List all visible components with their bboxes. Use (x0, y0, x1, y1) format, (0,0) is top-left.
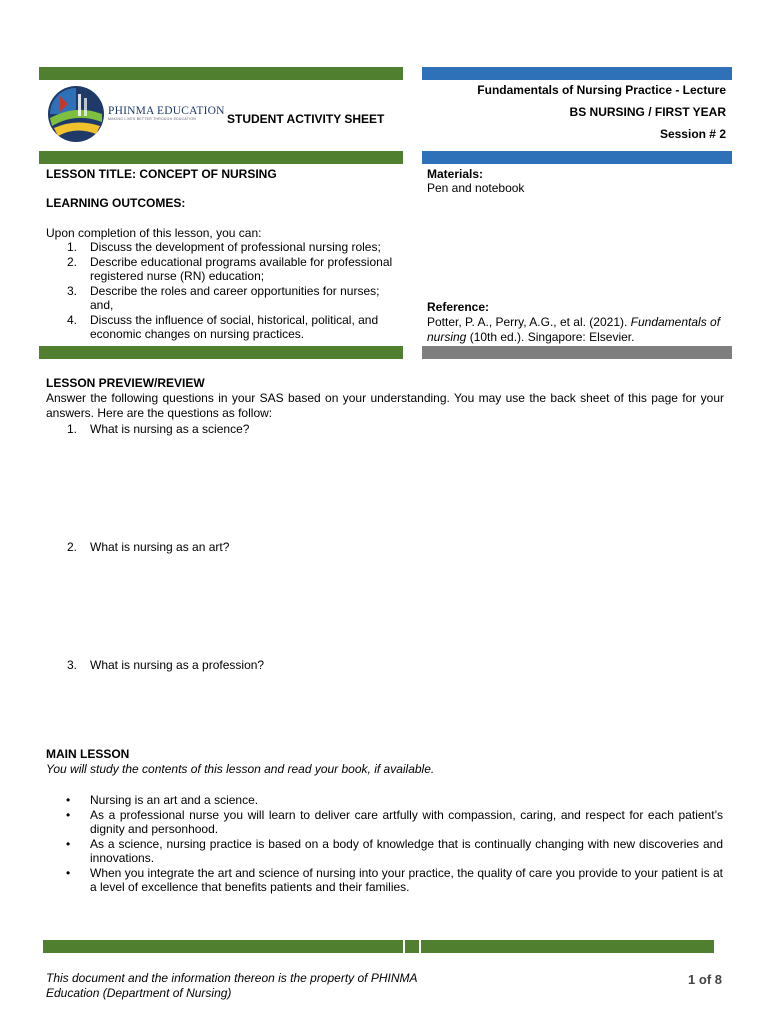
footer-bar-divider (419, 940, 421, 953)
list-text: As a professional nurse you will learn to deliver care artfully with compassion, caring, and respect for each patient’s dignity and personhood. (90, 807, 723, 836)
list-text: What is nursing as an art? (90, 539, 230, 554)
outcomes-heading: LEARNING OUTCOMES: (46, 196, 186, 210)
course-title: Fundamentals of Nursing Practice - Lecture (477, 83, 726, 97)
main-lesson-intro: You will study the contents of this lesson and read your book, if available. (46, 762, 435, 776)
header-left-bar (39, 67, 403, 80)
list-number: 3. (67, 283, 78, 298)
outcomes-list (46, 240, 402, 342)
main-lesson-heading: MAIN LESSON (46, 747, 130, 761)
footer-notice: This document and the information thereon is the property of PHINMA Education (Department of Nursing) (46, 971, 418, 1000)
reference-citation (427, 315, 727, 344)
list-text: When you integrate the art and science of nursing into your practice, the quality of care you provide to your patient is at a level of excellence that benefits patients and their families. (90, 865, 723, 894)
list-item (46, 313, 402, 342)
list-text: As a science, nursing practice is based on a body of knowledge that is continually changing with new discoveries and innovations. (90, 836, 723, 865)
list-item (46, 540, 446, 555)
list-number: 1. (67, 422, 78, 436)
bullet-icon: • (66, 807, 71, 822)
list-item (46, 284, 402, 313)
list-text: Describe educational programs available for professional registered nurse (RN) education; (90, 254, 393, 283)
session-number: Session # 2 (659, 127, 726, 141)
reference-heading: Reference: (427, 300, 490, 314)
materials-heading: Materials: (427, 167, 484, 181)
bullet-icon: • (66, 836, 71, 851)
page-number: 1 of 8 (688, 972, 722, 987)
list-number: 2. (67, 539, 78, 554)
citation-authors: Potter, P. A., Perry, A.G., et al. (2021). (427, 315, 631, 329)
footer-bar-divider (403, 940, 405, 953)
list-number: 2. (67, 254, 78, 269)
list-text: What is nursing as a profession? (90, 658, 265, 672)
list-item (66, 793, 723, 808)
list-text: What is nursing as a science? (90, 422, 250, 436)
materials-text: Pen and notebook (427, 181, 525, 195)
program-year: BS NURSING / FIRST YEAR (569, 105, 726, 119)
list-item (66, 808, 723, 837)
list-text: Nursing is an art and a science. (90, 793, 259, 807)
brand-name: PHINMA EDUCATION (108, 105, 225, 117)
bullet-icon: • (66, 865, 71, 880)
list-item (46, 240, 402, 255)
header-right-bar (422, 67, 732, 80)
preview-instructions: Answer the following questions in your SAS based on your understanding. You may use the back sheet of this page for your answers. Here are the questions as follow: (46, 391, 724, 420)
brand-wordmark (108, 105, 225, 122)
list-number: 1. (67, 240, 78, 254)
preview-heading: LESSON PREVIEW/REVIEW (46, 376, 205, 390)
list-item (46, 658, 446, 673)
brand-tagline: MAKING LIVES BETTER THROUGH EDUCATION (108, 117, 197, 121)
citation-publisher: (10th ed.). Singapore: Elsevier. (466, 329, 635, 344)
list-item (66, 837, 723, 866)
list-item (66, 866, 723, 895)
list-text: Describe the roles and career opportunities for nurses; and, (90, 283, 380, 312)
sheet-title: STUDENT ACTIVITY SHEET (227, 112, 385, 126)
lesson-title: LESSON TITLE: CONCEPT OF NURSING (46, 167, 277, 181)
outcomes-left-bar (39, 346, 403, 359)
title-left-bar (39, 151, 403, 164)
bullet-icon: • (66, 793, 71, 807)
outcomes-intro: Upon completion of this lesson, you can: (46, 226, 262, 240)
list-item (46, 422, 446, 437)
footer-bar (43, 940, 714, 953)
list-number: 3. (67, 658, 78, 672)
title-right-bar (422, 151, 732, 164)
reference-right-bar (422, 346, 732, 359)
list-number: 4. (67, 312, 78, 327)
list-text: Discuss the influence of social, historical, political, and economic changes on nursing practices. (90, 312, 379, 341)
list-item (46, 255, 402, 284)
main-lesson-bullets (66, 793, 723, 895)
phinma-logo-icon (46, 84, 106, 144)
list-text: Discuss the development of professional nursing roles; (90, 240, 381, 254)
citation-book-title: Fundamentals of nursing (427, 315, 721, 344)
